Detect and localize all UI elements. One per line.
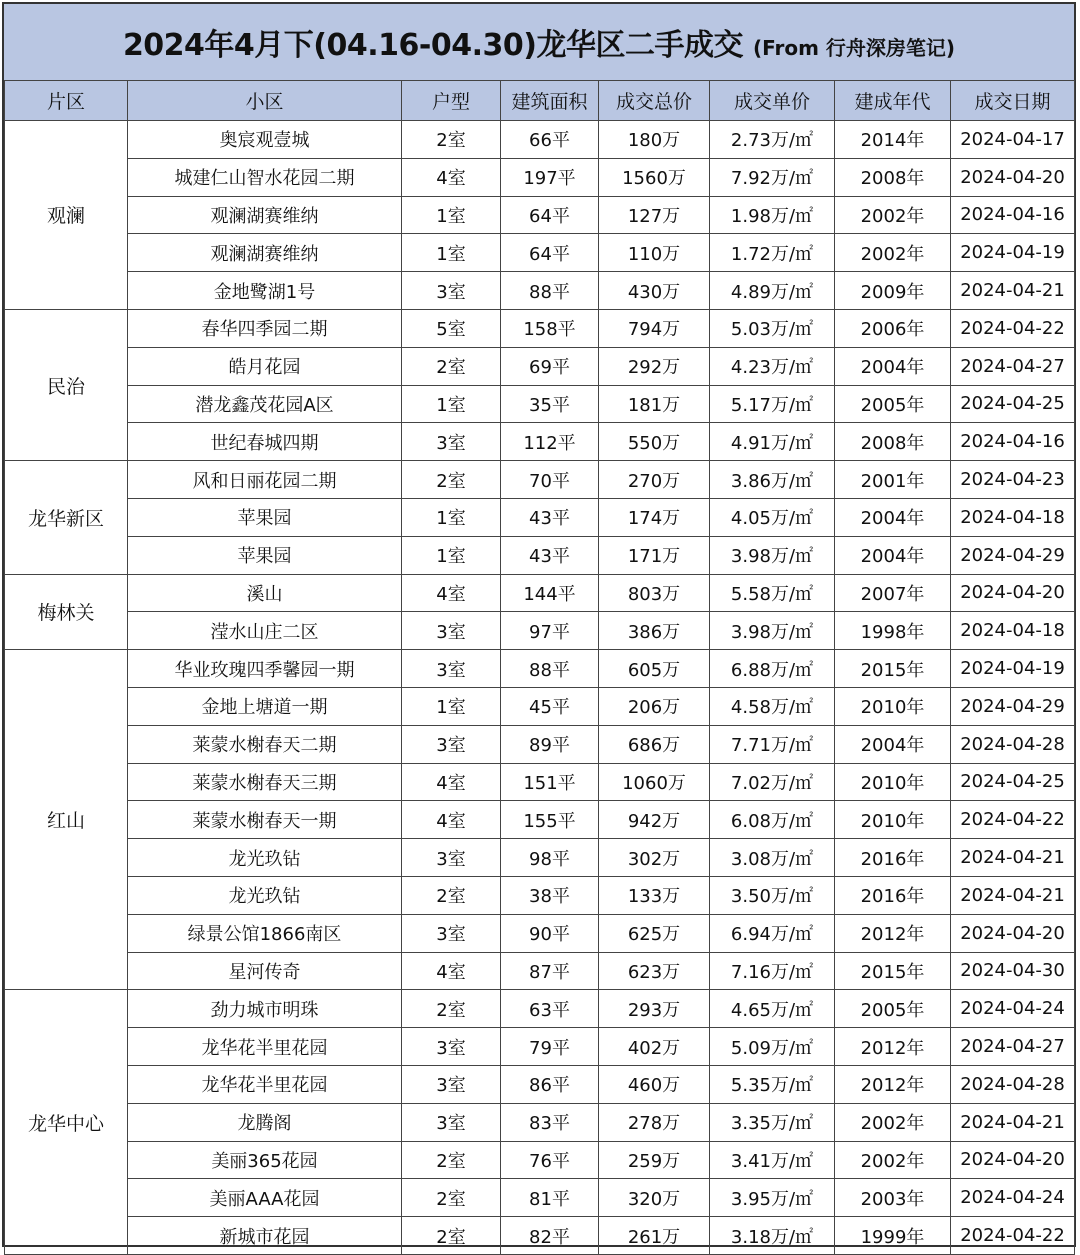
unit-price-cell: 3.86万/㎡ [710,461,835,499]
build-year-cell: 2015年 [835,650,951,688]
community-cell: 新城市花园 [128,1217,402,1255]
total-price-cell: 133万 [599,876,710,914]
community-cell: 劲力城市明珠 [128,990,402,1028]
layout-cell: 1室 [402,687,501,725]
total-price-cell: 181万 [599,385,710,423]
header-area: 建筑面积 [501,81,599,121]
unit-price-cell: 5.09万/㎡ [710,1028,835,1066]
unit-price-cell: 4.91万/㎡ [710,423,835,461]
unit-price-cell: 5.58万/㎡ [710,574,835,612]
area-cell: 155平 [501,801,599,839]
total-price-cell: 174万 [599,498,710,536]
deal-date-cell: 2024-04-30 [951,952,1075,990]
community-cell: 皓月花园 [128,347,402,385]
deal-date-cell: 2024-04-18 [951,498,1075,536]
report-title: 2024年4月下(04.16-04.30)龙华区二手成交 [122,28,743,63]
area-cell: 43平 [501,536,599,574]
total-price-cell: 623万 [599,952,710,990]
unit-price-cell: 4.58万/㎡ [710,687,835,725]
header-build-year: 建成年代 [835,81,951,121]
unit-price-cell: 4.23万/㎡ [710,347,835,385]
community-cell: 奥宸观壹城 [128,121,402,159]
unit-price-cell: 3.35万/㎡ [710,1103,835,1141]
area-cell: 70平 [501,461,599,499]
area-cell: 88平 [501,272,599,310]
layout-cell: 1室 [402,196,501,234]
area-cell: 45平 [501,687,599,725]
unit-price-cell: 7.02万/㎡ [710,763,835,801]
unit-price-cell: 4.89万/㎡ [710,272,835,310]
layout-cell: 2室 [402,1217,501,1255]
area-cell: 64平 [501,234,599,272]
unit-price-cell: 4.05万/㎡ [710,498,835,536]
report-source: (From 行舟深房笔记) [752,35,956,60]
build-year-cell: 2016年 [835,839,951,877]
build-year-cell: 2004年 [835,347,951,385]
build-year-cell: 2002年 [835,196,951,234]
deal-date-cell: 2024-04-21 [951,1103,1075,1141]
build-year-cell: 2004年 [835,498,951,536]
unit-price-cell: 7.92万/㎡ [710,158,835,196]
total-price-cell: 171万 [599,536,710,574]
build-year-cell: 2014年 [835,121,951,159]
build-year-cell: 1998年 [835,612,951,650]
deal-date-cell: 2024-04-17 [951,121,1075,159]
table-row [5,272,1075,310]
report-frame [2,2,1076,1247]
deal-date-cell: 2024-04-18 [951,612,1075,650]
total-price-cell: 259万 [599,1141,710,1179]
district-cell: 红山 [5,650,128,990]
total-price-cell: 942万 [599,801,710,839]
build-year-cell: 2008年 [835,158,951,196]
build-year-cell: 2015年 [835,952,951,990]
district-cell: 民治 [5,309,128,460]
total-price-cell: 386万 [599,612,710,650]
area-cell: 43平 [501,498,599,536]
community-cell: 龙华花半里花园 [128,1065,402,1103]
layout-cell: 4室 [402,763,501,801]
community-cell: 城建仁山智水花园二期 [128,158,402,196]
community-cell: 世纪春城四期 [128,423,402,461]
unit-price-cell: 1.98万/㎡ [710,196,835,234]
table-header [5,81,1075,121]
unit-price-cell: 3.18万/㎡ [710,1217,835,1255]
layout-cell: 2室 [402,461,501,499]
total-price-cell: 127万 [599,196,710,234]
build-year-cell: 1999年 [835,1217,951,1255]
deal-date-cell: 2024-04-20 [951,158,1075,196]
unit-price-cell: 5.17万/㎡ [710,385,835,423]
table-row [5,990,1075,1028]
build-year-cell: 2002年 [835,1103,951,1141]
unit-price-cell: 3.98万/㎡ [710,612,835,650]
table-row [5,309,1075,347]
community-cell: 金地鹭湖1号 [128,272,402,310]
layout-cell: 2室 [402,1141,501,1179]
layout-cell: 2室 [402,121,501,159]
table-row [5,1028,1075,1066]
build-year-cell: 2005年 [835,385,951,423]
table-row [5,196,1075,234]
community-cell: 美丽AAA花园 [128,1179,402,1217]
deal-date-cell: 2024-04-24 [951,1179,1075,1217]
build-year-cell: 2008年 [835,423,951,461]
community-cell: 绿景公馆1866南区 [128,914,402,952]
table-row [5,650,1075,688]
table-row [5,385,1075,423]
area-cell: 88平 [501,650,599,688]
build-year-cell: 2010年 [835,763,951,801]
table-row [5,1217,1075,1255]
header-unit-price: 成交单价 [710,81,835,121]
total-price-cell: 320万 [599,1179,710,1217]
area-cell: 144平 [501,574,599,612]
area-cell: 151平 [501,763,599,801]
community-cell: 龙光玖钻 [128,839,402,877]
unit-price-cell: 6.08万/㎡ [710,801,835,839]
table-row [5,952,1075,990]
table-row [5,347,1075,385]
deal-date-cell: 2024-04-16 [951,423,1075,461]
district-cell: 观澜 [5,121,128,310]
table-row [5,461,1075,499]
community-cell: 龙腾阁 [128,1103,402,1141]
total-price-cell: 270万 [599,461,710,499]
total-price-cell: 261万 [599,1217,710,1255]
deal-date-cell: 2024-04-24 [951,990,1075,1028]
layout-cell: 3室 [402,650,501,688]
deal-date-cell: 2024-04-21 [951,839,1075,877]
deal-date-cell: 2024-04-28 [951,725,1075,763]
report-title-bar [4,4,1074,82]
total-price-cell: 686万 [599,725,710,763]
community-cell: 莱蒙水榭春天一期 [128,801,402,839]
total-price-cell: 402万 [599,1028,710,1066]
unit-price-cell: 4.65万/㎡ [710,990,835,1028]
deal-date-cell: 2024-04-29 [951,687,1075,725]
deal-date-cell: 2024-04-25 [951,763,1075,801]
deal-date-cell: 2024-04-19 [951,650,1075,688]
deal-date-cell: 2024-04-28 [951,1065,1075,1103]
layout-cell: 5室 [402,309,501,347]
build-year-cell: 2005年 [835,990,951,1028]
table-row [5,498,1075,536]
total-price-cell: 278万 [599,1103,710,1141]
area-cell: 97平 [501,612,599,650]
layout-cell: 4室 [402,801,501,839]
build-year-cell: 2012年 [835,914,951,952]
community-cell: 星河传奇 [128,952,402,990]
unit-price-cell: 3.41万/㎡ [710,1141,835,1179]
layout-cell: 1室 [402,385,501,423]
table-row [5,121,1075,159]
build-year-cell: 2002年 [835,1141,951,1179]
district-cell: 龙华中心 [5,990,128,1255]
community-cell: 莱蒙水榭春天三期 [128,763,402,801]
table-row [5,801,1075,839]
table-row [5,423,1075,461]
build-year-cell: 2001年 [835,461,951,499]
unit-price-cell: 3.50万/㎡ [710,876,835,914]
area-cell: 112平 [501,423,599,461]
area-cell: 83平 [501,1103,599,1141]
layout-cell: 4室 [402,952,501,990]
community-cell: 苹果园 [128,498,402,536]
unit-price-cell: 3.95万/㎡ [710,1179,835,1217]
deal-date-cell: 2024-04-23 [951,461,1075,499]
unit-price-cell: 3.08万/㎡ [710,839,835,877]
community-cell: 苹果园 [128,536,402,574]
total-price-cell: 302万 [599,839,710,877]
deal-date-cell: 2024-04-22 [951,1217,1075,1255]
community-cell: 观澜湖赛维纳 [128,234,402,272]
deal-date-cell: 2024-04-21 [951,272,1075,310]
deal-date-cell: 2024-04-29 [951,536,1075,574]
total-price-cell: 605万 [599,650,710,688]
build-year-cell: 2012年 [835,1065,951,1103]
layout-cell: 4室 [402,574,501,612]
unit-price-cell: 2.73万/㎡ [710,121,835,159]
layout-cell: 1室 [402,234,501,272]
transactions-table [4,80,1075,1255]
district-cell: 龙华新区 [5,461,128,574]
deal-date-cell: 2024-04-20 [951,1141,1075,1179]
area-cell: 38平 [501,876,599,914]
total-price-cell: 550万 [599,423,710,461]
community-cell: 金地上塘道一期 [128,687,402,725]
table-row [5,1103,1075,1141]
area-cell: 35平 [501,385,599,423]
table-row [5,158,1075,196]
header-total-price: 成交总价 [599,81,710,121]
total-price-cell: 430万 [599,272,710,310]
total-price-cell: 794万 [599,309,710,347]
total-price-cell: 460万 [599,1065,710,1103]
layout-cell: 1室 [402,536,501,574]
area-cell: 64平 [501,196,599,234]
deal-date-cell: 2024-04-16 [951,196,1075,234]
deal-date-cell: 2024-04-25 [951,385,1075,423]
community-cell: 莱蒙水榭春天二期 [128,725,402,763]
layout-cell: 2室 [402,876,501,914]
area-cell: 86平 [501,1065,599,1103]
table-row [5,1141,1075,1179]
total-price-cell: 1060万 [599,763,710,801]
build-year-cell: 2004年 [835,536,951,574]
total-price-cell: 293万 [599,990,710,1028]
table-row [5,914,1075,952]
total-price-cell: 1560万 [599,158,710,196]
build-year-cell: 2010年 [835,801,951,839]
build-year-cell: 2002年 [835,234,951,272]
unit-price-cell: 1.72万/㎡ [710,234,835,272]
community-cell: 观澜湖赛维纳 [128,196,402,234]
layout-cell: 3室 [402,839,501,877]
layout-cell: 3室 [402,612,501,650]
layout-cell: 3室 [402,1103,501,1141]
unit-price-cell: 5.35万/㎡ [710,1065,835,1103]
table-row [5,687,1075,725]
community-cell: 溪山 [128,574,402,612]
layout-cell: 2室 [402,990,501,1028]
header-layout: 户型 [402,81,501,121]
total-price-cell: 110万 [599,234,710,272]
layout-cell: 2室 [402,1179,501,1217]
build-year-cell: 2004年 [835,725,951,763]
area-cell: 63平 [501,990,599,1028]
build-year-cell: 2016年 [835,876,951,914]
deal-date-cell: 2024-04-22 [951,801,1075,839]
layout-cell: 3室 [402,1065,501,1103]
table-body [5,121,1075,1255]
deal-date-cell: 2024-04-20 [951,574,1075,612]
layout-cell: 1室 [402,498,501,536]
header-district: 片区 [5,81,128,121]
unit-price-cell: 7.71万/㎡ [710,725,835,763]
community-cell: 龙光玖钻 [128,876,402,914]
header-community: 小区 [128,81,402,121]
table-row [5,839,1075,877]
layout-cell: 3室 [402,423,501,461]
community-cell: 风和日丽花园二期 [128,461,402,499]
layout-cell: 3室 [402,272,501,310]
area-cell: 79平 [501,1028,599,1066]
table-row [5,725,1075,763]
total-price-cell: 180万 [599,121,710,159]
table-row [5,574,1075,612]
layout-cell: 3室 [402,914,501,952]
total-price-cell: 206万 [599,687,710,725]
header-row [5,81,1075,121]
deal-date-cell: 2024-04-20 [951,914,1075,952]
layout-cell: 4室 [402,158,501,196]
community-cell: 潜龙鑫茂花园A区 [128,385,402,423]
area-cell: 69平 [501,347,599,385]
area-cell: 90平 [501,914,599,952]
community-cell: 滢水山庄二区 [128,612,402,650]
header-deal-date: 成交日期 [951,81,1075,121]
unit-price-cell: 3.98万/㎡ [710,536,835,574]
unit-price-cell: 5.03万/㎡ [710,309,835,347]
unit-price-cell: 7.16万/㎡ [710,952,835,990]
build-year-cell: 2012年 [835,1028,951,1066]
table-row [5,1179,1075,1217]
community-cell: 华业玫瑰四季馨园一期 [128,650,402,688]
area-cell: 98平 [501,839,599,877]
total-price-cell: 803万 [599,574,710,612]
layout-cell: 2室 [402,347,501,385]
district-cell: 梅林关 [5,574,128,650]
build-year-cell: 2006年 [835,309,951,347]
community-cell: 美丽365花园 [128,1141,402,1179]
table-row [5,234,1075,272]
build-year-cell: 2003年 [835,1179,951,1217]
area-cell: 66平 [501,121,599,159]
deal-date-cell: 2024-04-21 [951,876,1075,914]
table-row [5,612,1075,650]
total-price-cell: 292万 [599,347,710,385]
deal-date-cell: 2024-04-19 [951,234,1075,272]
community-cell: 春华四季园二期 [128,309,402,347]
table-row [5,876,1075,914]
area-cell: 87平 [501,952,599,990]
layout-cell: 3室 [402,725,501,763]
area-cell: 82平 [501,1217,599,1255]
table-row [5,536,1075,574]
build-year-cell: 2009年 [835,272,951,310]
area-cell: 89平 [501,725,599,763]
build-year-cell: 2010年 [835,687,951,725]
unit-price-cell: 6.94万/㎡ [710,914,835,952]
layout-cell: 3室 [402,1028,501,1066]
build-year-cell: 2007年 [835,574,951,612]
deal-date-cell: 2024-04-27 [951,1028,1075,1066]
deal-date-cell: 2024-04-22 [951,309,1075,347]
community-cell: 龙华花半里花园 [128,1028,402,1066]
area-cell: 197平 [501,158,599,196]
area-cell: 158平 [501,309,599,347]
area-cell: 76平 [501,1141,599,1179]
unit-price-cell: 6.88万/㎡ [710,650,835,688]
total-price-cell: 625万 [599,914,710,952]
deal-date-cell: 2024-04-27 [951,347,1075,385]
area-cell: 81平 [501,1179,599,1217]
table-row [5,1065,1075,1103]
table-row [5,763,1075,801]
